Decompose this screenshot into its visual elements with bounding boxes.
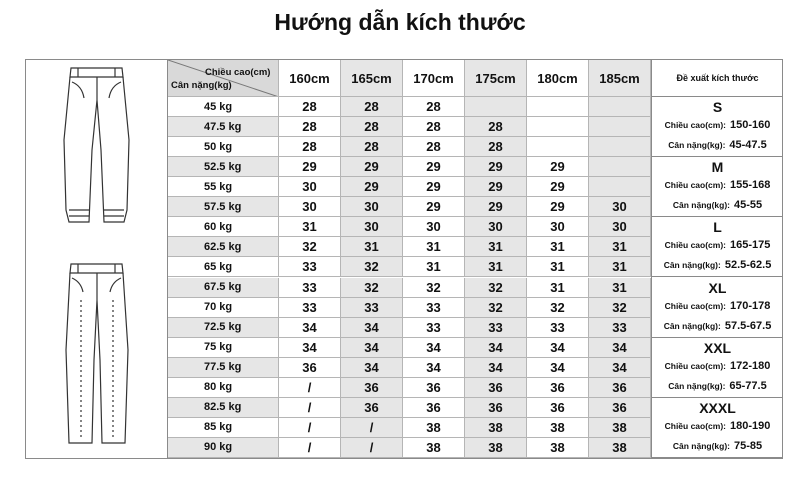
height-header: 170cm [403, 60, 465, 97]
size-suggestion-block [652, 97, 783, 157]
weight-cell: 65 kg [168, 257, 279, 277]
size-value-cell: 36 [527, 398, 589, 418]
size-value-cell: 30 [279, 177, 341, 197]
table-row [168, 358, 651, 378]
size-value-cell: 38 [465, 438, 527, 458]
size-value-cell: 38 [403, 418, 465, 438]
table-row [168, 278, 651, 298]
size-suggestion-block [652, 157, 783, 217]
size-value-cell: 36 [341, 378, 403, 398]
size-table [168, 60, 651, 458]
size-value-cell: 29 [527, 177, 589, 197]
height-range-label: Chiều cao(cm): [664, 240, 727, 251]
weight-axis-label: Cân nặng(kg) [171, 80, 232, 91]
weight-cell: 52.5 kg [168, 157, 279, 177]
size-value-cell: 30 [403, 217, 465, 237]
size-value-cell: 33 [465, 318, 527, 338]
size-value-cell: 38 [589, 438, 651, 458]
weight-range-label: Cân nặng(kg): [668, 140, 726, 150]
size-value-cell: 36 [403, 398, 465, 418]
weight-cell: 47.5 kg [168, 117, 279, 137]
size-value-cell: 28 [341, 137, 403, 157]
size-value-cell: 32 [465, 298, 527, 318]
size-value-cell: 29 [403, 177, 465, 197]
size-value-cell: 34 [341, 358, 403, 378]
table-row [168, 137, 651, 157]
size-value-cell: 32 [341, 257, 403, 277]
size-value-cell: 31 [527, 237, 589, 257]
corner-header-cell [168, 60, 279, 97]
size-value-cell: 31 [403, 237, 465, 257]
size-value-cell: 32 [589, 298, 651, 318]
weight-range-label: Cân nặng(kg): [663, 320, 721, 331]
weight-range-value: 65-77.5 [729, 379, 767, 392]
size-value-cell: 29 [403, 157, 465, 177]
size-value-cell: 36 [465, 398, 527, 418]
size-value-cell: 34 [527, 338, 589, 358]
size-value-cell: / [279, 378, 341, 398]
size-value-cell: 36 [465, 378, 527, 398]
size-value-cell: 33 [279, 298, 341, 318]
size-label: XL [708, 279, 727, 296]
size-value-cell: 31 [403, 257, 465, 277]
size-suggestion-column [651, 60, 782, 458]
size-value-cell: 33 [403, 298, 465, 318]
weight-range-label: Cân nặng(kg): [672, 440, 730, 451]
weight-range-label: Cân nặng(kg): [663, 260, 721, 271]
weight-range-value: 52.5-62.5 [724, 259, 772, 272]
table-row [168, 378, 651, 398]
size-value-cell: 30 [279, 197, 341, 217]
size-value-cell: 28 [465, 117, 527, 137]
size-value-cell: 38 [403, 438, 465, 458]
size-value-cell: 32 [279, 237, 341, 257]
size-value-cell: / [279, 398, 341, 418]
straight-pants-icon [26, 60, 168, 458]
size-value-cell: 33 [403, 318, 465, 338]
weight-range-line [652, 199, 783, 211]
table-row [168, 318, 651, 338]
weight-cell: 60 kg [168, 217, 279, 237]
height-range-line [652, 119, 783, 131]
table-row [168, 97, 651, 117]
size-value-cell: 31 [279, 217, 341, 237]
size-value-cell: 28 [403, 97, 465, 117]
size-value-cell: 38 [527, 438, 589, 458]
size-value-cell: 31 [465, 237, 527, 257]
size-value-cell: 29 [465, 157, 527, 177]
size-value-cell: 34 [403, 338, 465, 358]
height-range-label: Chiều cao(cm): [664, 300, 727, 311]
size-value-cell: / [279, 438, 341, 458]
height-axis-label: Chiều cao(cm) [205, 67, 271, 78]
height-range-value: 170-178 [730, 299, 771, 312]
height-header: 185cm [589, 60, 651, 97]
weight-cell: 45 kg [168, 97, 279, 117]
weight-range-value: 45-55 [734, 199, 763, 212]
weight-cell: 77.5 kg [168, 358, 279, 378]
table-header-row [168, 60, 651, 97]
table-row [168, 257, 651, 277]
weight-range-line [652, 440, 783, 452]
table-row [168, 117, 651, 137]
table-row [168, 177, 651, 197]
size-value-cell: 29 [403, 197, 465, 217]
weight-cell: 57.5 kg [168, 197, 279, 217]
size-value-cell: 36 [403, 378, 465, 398]
weight-cell: 62.5 kg [168, 237, 279, 257]
size-value-cell: 38 [465, 418, 527, 438]
size-value-cell: 34 [589, 338, 651, 358]
weight-cell: 80 kg [168, 378, 279, 398]
weight-cell: 72.5 kg [168, 318, 279, 338]
size-value-cell: 29 [279, 157, 341, 177]
size-value-cell: 31 [341, 237, 403, 257]
size-value-cell: 32 [403, 278, 465, 298]
size-value-cell: 28 [403, 117, 465, 137]
size-value-cell: 29 [527, 157, 589, 177]
size-value-cell: 29 [341, 177, 403, 197]
size-label: S [712, 99, 723, 115]
size-value-cell: 33 [341, 298, 403, 318]
size-value-cell: 29 [465, 197, 527, 217]
size-value-cell: 29 [465, 177, 527, 197]
size-value-cell: 30 [465, 217, 527, 237]
size-value-cell: / [341, 438, 403, 458]
table-row [168, 217, 651, 237]
size-value-cell: 29 [527, 197, 589, 217]
weight-cell: 82.5 kg [168, 398, 279, 418]
size-suggestion-block [652, 278, 783, 338]
height-range-value: 165-175 [730, 239, 771, 252]
size-label: XXL [703, 339, 732, 356]
height-range-label: Chiều cao(cm): [664, 420, 727, 431]
size-value-cell: 34 [279, 318, 341, 338]
height-range-label: Chiều cao(cm): [664, 360, 727, 371]
size-value-cell: 34 [465, 338, 527, 358]
table-row [168, 197, 651, 217]
weight-range-value: 75-85 [734, 439, 763, 452]
weight-range-line [652, 380, 783, 392]
height-header: 160cm [279, 60, 341, 97]
size-value-cell: 34 [403, 358, 465, 378]
size-value-cell: 28 [279, 137, 341, 157]
size-value-cell: 28 [341, 97, 403, 117]
weight-cell: 55 kg [168, 177, 279, 197]
size-value-cell: 31 [589, 237, 651, 257]
size-value-cell: 33 [279, 278, 341, 298]
size-label: M [711, 159, 724, 176]
height-range-label: Chiều cao(cm): [664, 120, 727, 130]
size-value-cell: 28 [403, 137, 465, 157]
weight-cell: 90 kg [168, 438, 279, 458]
height-range-value: 172-180 [730, 359, 771, 372]
height-header: 180cm [527, 60, 589, 97]
size-value-cell: 28 [279, 97, 341, 117]
weight-range-value: 45-47.5 [729, 139, 767, 151]
table-row [168, 418, 651, 438]
size-value-cell: 30 [589, 217, 651, 237]
page-title: Hướng dẫn kích thước [274, 9, 526, 35]
size-value-cell [589, 117, 651, 137]
size-value-cell [589, 177, 651, 197]
height-range-label: Chiều cao(cm): [664, 180, 727, 191]
weight-cell: 70 kg [168, 298, 279, 318]
size-value-cell: 31 [465, 257, 527, 277]
size-value-cell: 36 [341, 398, 403, 418]
size-value-cell: 34 [341, 338, 403, 358]
size-label: XXXL [699, 399, 736, 416]
height-header: 165cm [341, 60, 403, 97]
table-row [168, 237, 651, 257]
size-value-cell: 30 [341, 217, 403, 237]
weight-cell: 67.5 kg [168, 278, 279, 298]
height-range-line [652, 420, 783, 432]
weight-range-line [652, 259, 783, 271]
table-row [168, 398, 651, 418]
size-value-cell: 38 [589, 418, 651, 438]
table-row [168, 157, 651, 177]
height-range-value: 155-168 [730, 179, 771, 192]
size-value-cell: 36 [589, 398, 651, 418]
size-suggestion-block [652, 338, 783, 398]
table-row [168, 438, 651, 458]
size-value-cell: 28 [465, 137, 527, 157]
height-range-line [652, 300, 783, 312]
height-range-line [652, 179, 783, 191]
size-value-cell: 34 [341, 318, 403, 338]
size-value-cell: 32 [341, 278, 403, 298]
size-value-cell [465, 97, 527, 117]
size-value-cell: 34 [589, 358, 651, 378]
size-value-cell: 38 [527, 418, 589, 438]
size-value-cell: 30 [527, 217, 589, 237]
weight-range-line [652, 139, 783, 151]
size-value-cell: 36 [279, 358, 341, 378]
height-range-value: 180-190 [730, 419, 771, 432]
size-value-cell: 32 [527, 298, 589, 318]
size-value-cell: 34 [527, 358, 589, 378]
size-value-cell: 30 [341, 197, 403, 217]
size-value-cell: 31 [589, 257, 651, 277]
weight-range-value: 57.5-67.5 [724, 319, 772, 332]
size-value-cell [527, 117, 589, 137]
size-value-cell: 33 [589, 318, 651, 338]
size-value-cell: 30 [589, 197, 651, 217]
size-value-cell [589, 97, 651, 117]
size-value-cell: 31 [527, 257, 589, 277]
size-suggestion-block [652, 217, 783, 277]
size-value-cell [527, 137, 589, 157]
pants-illustration-column [26, 60, 168, 458]
height-range-line [652, 239, 783, 251]
size-label: L [713, 219, 722, 236]
size-value-cell: 29 [341, 157, 403, 177]
size-value-cell: 36 [527, 378, 589, 398]
table-row [168, 338, 651, 358]
table-row [168, 298, 651, 318]
weight-range-label: Cân nặng(kg): [672, 200, 730, 211]
size-value-cell: 34 [279, 338, 341, 358]
size-value-cell: 32 [465, 278, 527, 298]
height-range-value: 150-160 [730, 119, 771, 131]
size-value-cell: 28 [279, 117, 341, 137]
weight-range-label: Cân nặng(kg): [668, 380, 726, 391]
height-header: 175cm [465, 60, 527, 97]
size-value-cell: 28 [341, 117, 403, 137]
size-value-cell: 33 [527, 318, 589, 338]
size-chart [25, 59, 783, 459]
size-value-cell: 31 [527, 278, 589, 298]
size-suggestion-block [652, 398, 783, 458]
size-value-cell [589, 137, 651, 157]
size-value-cell: / [279, 418, 341, 438]
size-value-cell: / [341, 418, 403, 438]
size-value-cell: 33 [279, 257, 341, 277]
size-value-cell [589, 157, 651, 177]
weight-cell: 85 kg [168, 418, 279, 438]
suggestion-header: Đề xuất kích thước [652, 60, 783, 97]
weight-range-line [652, 320, 783, 332]
height-range-line [652, 360, 783, 372]
size-value-cell [527, 97, 589, 117]
weight-cell: 50 kg [168, 137, 279, 157]
size-value-cell: 36 [589, 378, 651, 398]
size-value-cell: 34 [465, 358, 527, 378]
weight-cell: 75 kg [168, 338, 279, 358]
size-value-cell: 31 [589, 278, 651, 298]
